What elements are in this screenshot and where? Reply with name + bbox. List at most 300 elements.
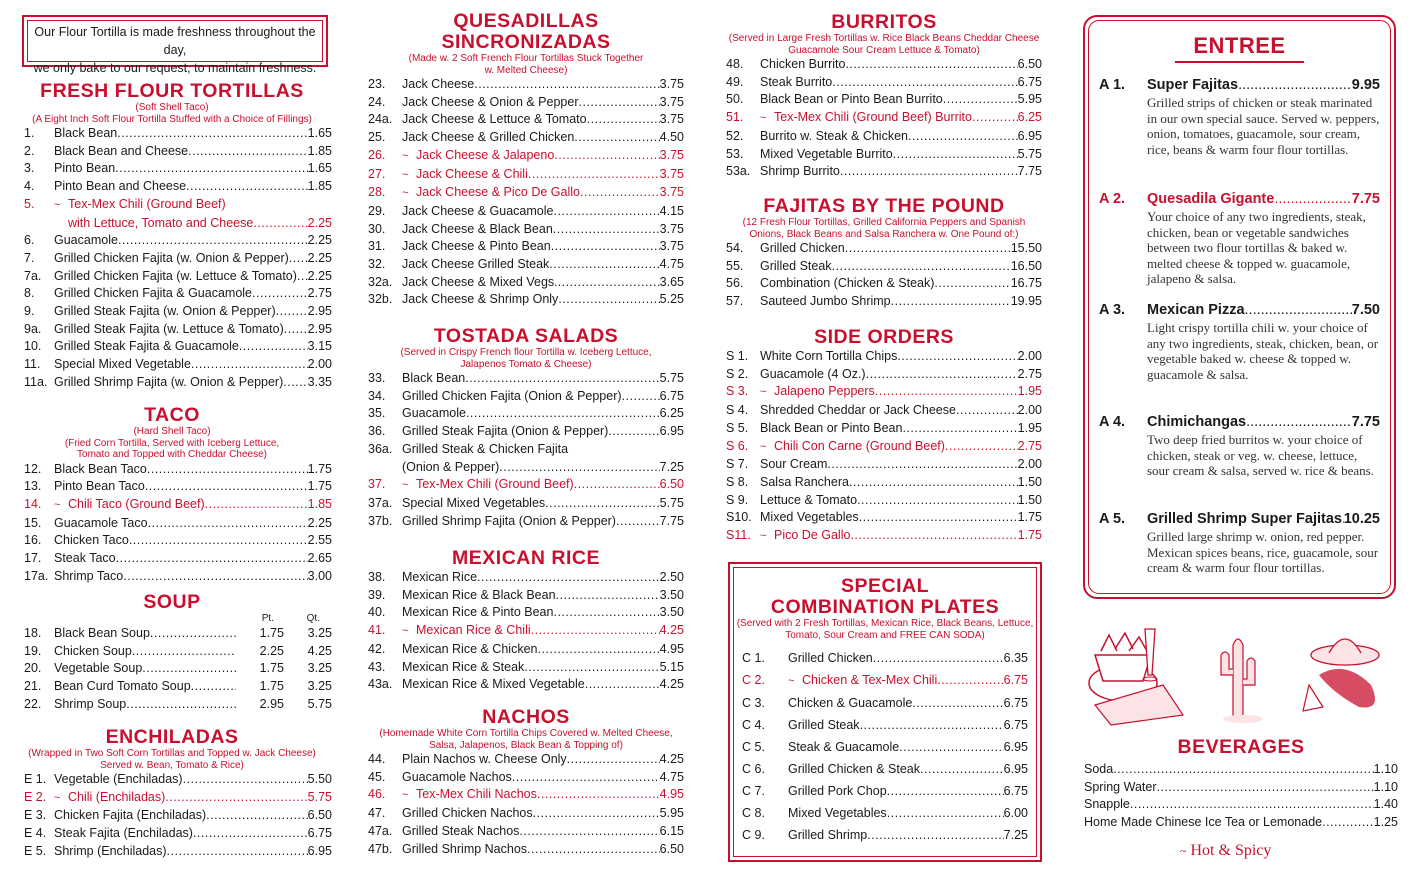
- section-title: FRESH FLOUR TORTILLAS: [40, 80, 304, 102]
- item-number: 39.: [368, 587, 386, 602]
- item-number: 7.: [24, 250, 35, 265]
- item-price-pint: 2.25: [259, 643, 284, 658]
- item-number: 47a.: [368, 823, 393, 838]
- section-subtitle: (Soft Shell Taco): [135, 102, 209, 113]
- item-name: Jack Cheese & Mixed Vegs.: [402, 274, 558, 289]
- section-nachos: [368, 707, 684, 858]
- entree-title-row: [1099, 412, 1380, 432]
- section-title: ENTREE: [1193, 33, 1286, 58]
- item-name: Plain Nachos w. Cheese Only: [402, 752, 567, 766]
- item-number: 53.: [726, 146, 744, 161]
- leader-dots: [956, 402, 1018, 420]
- leader-dots: [608, 423, 659, 441]
- item-number: 13.: [24, 479, 42, 494]
- item-price: 1.50: [1017, 492, 1042, 507]
- section-title: BURRITOS: [831, 11, 937, 33]
- item-number: 8.: [24, 286, 35, 301]
- item-name: Grilled Steak Fajita & Guacamole: [54, 339, 239, 354]
- menu-item: [368, 841, 684, 859]
- item-description: Your choice of any two ingredients, steak, chicken, bean or vegetable sandwiches between two flour tortillas & baked w. melted cheese & topped w. guacamole, jalapeno & salsa.: [1147, 209, 1366, 286]
- section-subtitle: (Wrapped in Two Soft Corn Tortillas and Topped w. Jack Cheese): [28, 748, 316, 759]
- item-number: 22.: [24, 696, 42, 711]
- item-name: Mexican Pizza: [1147, 302, 1245, 318]
- leader-dots: [191, 678, 236, 696]
- menu-item: [726, 456, 1042, 474]
- leader-dots: [867, 824, 1003, 846]
- item-price: 5.15: [659, 659, 684, 674]
- item-price: 3.50: [659, 587, 684, 602]
- leader-dots: [116, 550, 308, 568]
- menu-item-continued: [12, 215, 332, 233]
- leader-dots: [165, 789, 307, 807]
- item-number: 38.: [368, 570, 386, 584]
- menu-item: [368, 676, 684, 694]
- item-name: Chili Con Carne (Ground Beef): [774, 438, 945, 453]
- item-price: 7.75: [1351, 414, 1380, 430]
- item-number: 21.: [24, 679, 42, 694]
- item-price: 16.75: [1010, 276, 1042, 291]
- item-price: 3.75: [659, 77, 684, 91]
- menu-item: [368, 423, 684, 441]
- leader-dots: [276, 303, 308, 321]
- section-beverages: [1084, 737, 1398, 831]
- item-price: 2.25: [307, 268, 332, 283]
- item-price: 7.75: [1017, 164, 1042, 179]
- item-number: 24.: [368, 94, 386, 109]
- menu-item: [368, 76, 684, 94]
- item-name: Grilled Shrimp Fajita (Onion & Pepper): [402, 513, 616, 528]
- item-number: 1.: [24, 126, 35, 140]
- leader-dots: [556, 587, 660, 605]
- menu-list: [726, 56, 1042, 181]
- menu-item: [12, 825, 332, 843]
- menu-item: [12, 478, 332, 496]
- item-price: 2.75: [1017, 438, 1042, 453]
- item-number: 25.: [368, 130, 386, 145]
- leader-dots: [126, 696, 236, 714]
- item-price: 2.00: [1017, 457, 1042, 472]
- item-price: 6.75: [659, 388, 684, 403]
- item-price: 6.50: [659, 477, 684, 492]
- leader-dots: [205, 496, 308, 514]
- leader-dots: [474, 76, 659, 94]
- item-name: Black Bean or Pinto Bean: [760, 420, 903, 435]
- item-number: 44.: [368, 752, 386, 766]
- item-number: 46.: [368, 787, 386, 802]
- item-price: 6.35: [1003, 651, 1028, 665]
- item-number: 9.: [24, 304, 35, 319]
- menu-item: [12, 232, 332, 250]
- item-name: Super Fajitas: [1147, 77, 1239, 93]
- section-subtitle: (Fried Corn Tortilla, Served with Iceberg Lettuce,: [64, 437, 280, 449]
- item-name: Chicken & Guacamole: [788, 696, 913, 710]
- item-price: 2.75: [307, 286, 332, 301]
- soup-size-header: [12, 613, 332, 625]
- item-name: Guacamole: [54, 233, 118, 248]
- item-number: A 5.: [1099, 511, 1126, 527]
- item-number: 57.: [726, 294, 744, 309]
- leader-dots: [553, 203, 659, 221]
- leader-dots: [148, 515, 308, 533]
- item-name: Vegetable (Enchiladas): [54, 772, 183, 786]
- item-name: Combination (Chicken & Steak): [760, 276, 935, 291]
- item-name: Spring Water: [1084, 779, 1157, 794]
- item-name: Tex-Mex Chili (Ground Beef) Burrito: [774, 110, 972, 125]
- item-name: Lettuce & Tomato: [760, 492, 858, 507]
- item-name: Grilled Shrimp Fajita (w. Onion & Pepper): [54, 374, 284, 389]
- item-number: 43.: [368, 659, 386, 674]
- entree-item: [1099, 75, 1380, 157]
- item-number: 37.: [368, 477, 386, 492]
- section-subtitle: (Hard Shell Taco): [133, 426, 211, 437]
- item-name: Shredded Cheddar or Jack Cheese: [760, 403, 956, 418]
- leader-dots: [183, 771, 308, 789]
- menu-item: [726, 258, 1042, 276]
- menu-item: [12, 268, 332, 286]
- item-price: 2.65: [307, 551, 332, 566]
- item-name: Shrimp Burrito: [760, 164, 840, 179]
- item-name: Jack Cheese Grilled Steak: [402, 257, 550, 272]
- menu-item: [12, 660, 332, 678]
- item-name: Jack Cheese & Shrimp Only: [402, 292, 559, 307]
- leader-dots: [527, 841, 660, 859]
- item-number: 9a.: [24, 321, 42, 336]
- item-name: White Corn Tortilla Chips: [760, 349, 898, 363]
- item-name: Mexican Rice & Black Bean: [402, 587, 556, 602]
- menu-item: [730, 669, 1040, 692]
- item-name: Chicken Soup: [54, 643, 132, 658]
- section-tostada-salads: [368, 326, 684, 530]
- leader-dots: [239, 338, 308, 356]
- pepper-icon: ~: [1180, 844, 1187, 858]
- item-price-quart: 4.25: [307, 643, 332, 658]
- item-price: 6.00: [1003, 806, 1028, 820]
- menu-item: [368, 823, 684, 841]
- item-price: 6.75: [1003, 784, 1028, 798]
- menu-item: [368, 256, 684, 274]
- leader-dots: [537, 786, 660, 804]
- menu-item: [12, 125, 332, 143]
- section-title: NACHOS: [482, 706, 570, 728]
- menu-item: [368, 184, 684, 203]
- item-number: C 5.: [742, 740, 765, 754]
- leader-dots: [553, 221, 660, 239]
- leader-dots: [587, 111, 660, 129]
- leader-dots: [887, 780, 1004, 802]
- leader-dots: [1238, 75, 1352, 95]
- item-price: 6.95: [659, 424, 684, 439]
- menu-item: [368, 641, 684, 659]
- menu-item: [368, 495, 684, 513]
- item-name: Steak & Guacamole: [788, 740, 900, 754]
- item-name: Grilled Chicken Fajita (w. Lettuce & Tomato): [54, 268, 297, 283]
- menu-list: [12, 771, 332, 861]
- menu-item: [368, 569, 684, 587]
- item-number: E 4.: [24, 826, 47, 841]
- item-price: 10.25: [1343, 511, 1380, 527]
- item-price: 6.95: [307, 843, 332, 858]
- item-price: 1.50: [1017, 474, 1042, 489]
- item-name: Grilled Chicken & Steak: [788, 762, 921, 776]
- menu-item: [12, 789, 332, 808]
- leader-dots: [579, 94, 660, 112]
- item-price: 2.75: [1017, 366, 1042, 381]
- item-name: Home Made Chinese Ice Tea or Lemonade: [1084, 814, 1323, 829]
- section-title: FAJITAS BY THE POUND: [763, 195, 1005, 217]
- entree-title-row: [1099, 300, 1380, 320]
- item-name: Shrimp (Enchiladas): [54, 843, 167, 858]
- item-name: Tex-Mex Chili (Ground Beef): [416, 477, 574, 492]
- item-price: 6.75: [307, 826, 332, 841]
- section-title: COMBINATION PLATES: [770, 596, 1000, 618]
- hot-pepper-icon: ~: [760, 530, 767, 543]
- leader-dots: [188, 143, 308, 161]
- hot-pepper-icon: ~: [402, 625, 409, 638]
- item-name: Black Bean or Pinto Bean Burrito: [760, 92, 943, 107]
- hot-pepper-icon: ~: [402, 149, 409, 162]
- leader-dots: [466, 405, 660, 423]
- item-price: 1.85: [307, 143, 332, 158]
- menu-item: [12, 496, 332, 515]
- leader-dots: [585, 676, 660, 694]
- item-name: Grilled Shrimp: [788, 828, 868, 842]
- section-subtitle: Tomato and Topped with Cheddar Cheese): [77, 449, 267, 460]
- item-number: 10.: [24, 339, 42, 354]
- item-name: Mexican Rice & Steak: [402, 659, 525, 674]
- item-price: 19.95: [1010, 294, 1042, 309]
- menu-list: [12, 461, 332, 586]
- item-number: 52.: [726, 128, 744, 143]
- item-number: S 9.: [726, 492, 749, 507]
- item-name: Mexican Rice & Chili: [416, 623, 531, 638]
- item-price: 3.75: [659, 185, 684, 200]
- leader-dots: [191, 356, 308, 374]
- item-price: 4.25: [659, 623, 684, 638]
- hot-spicy-legend: [1180, 842, 1271, 860]
- leader-dots: [1156, 779, 1373, 797]
- entree-item: [1099, 412, 1380, 479]
- leader-dots: [167, 843, 308, 861]
- item-name: Grilled Chicken Fajita & Guacamole: [54, 286, 252, 301]
- menu-item: [726, 420, 1042, 438]
- section-flour-tortillas: [12, 81, 332, 392]
- leader-dots: [537, 641, 659, 659]
- menu-list: [368, 370, 684, 530]
- item-number: S 8.: [726, 474, 749, 489]
- item-number: 50.: [726, 92, 744, 107]
- item-price: 1.10: [1373, 762, 1398, 776]
- item-number: 29.: [368, 203, 386, 218]
- item-name: Grilled Chicken Fajita (Onion & Pepper): [402, 388, 622, 403]
- menu-item: [726, 348, 1042, 366]
- item-price-quart: 3.25: [307, 661, 332, 676]
- item-number: 53a.: [726, 164, 751, 179]
- leader-dots: [1245, 300, 1352, 320]
- item-name: Chicken Taco: [54, 533, 129, 548]
- item-name: Quesadila Gigante: [1147, 191, 1275, 207]
- item-price: 6.75: [1003, 673, 1028, 687]
- leader-dots: [533, 805, 660, 823]
- leader-dots: [845, 56, 1017, 74]
- section-soup: [12, 592, 332, 714]
- hot-pepper-icon: ~: [760, 112, 767, 125]
- pint-label: Pt.: [261, 613, 274, 624]
- item-price: 4.95: [659, 641, 684, 656]
- item-price: 6.75: [1017, 74, 1042, 89]
- hot-pepper-icon: ~: [54, 498, 61, 511]
- item-name: Jack Cheese & Chili: [416, 166, 528, 181]
- item-name: Grilled Steak Fajita (w. Onion & Pepper): [54, 304, 276, 319]
- item-name: Snapple: [1084, 797, 1130, 811]
- section-subtitle: (A Eight Inch Soft Flour Tortilla Stuffed with a Choice of Fillings): [32, 113, 312, 125]
- leader-dots: [912, 692, 1003, 714]
- menu-list: [12, 125, 332, 392]
- menu-item: [368, 405, 684, 423]
- section-fajitas-by-the-pound: [726, 196, 1042, 311]
- section-title: SPECIAL: [840, 575, 929, 597]
- menu-item: [368, 476, 684, 495]
- leader-dots: [972, 109, 1018, 127]
- item-price: 2.00: [307, 357, 332, 372]
- leader-dots: [832, 74, 1017, 92]
- item-price: 3.75: [659, 221, 684, 236]
- item-number: 28.: [368, 185, 386, 200]
- menu-list: [1084, 761, 1398, 831]
- leader-dots: [943, 91, 1018, 109]
- item-name: Grilled Steak & Chicken Fajita: [402, 441, 569, 456]
- legend-label: Hot & Spicy: [1190, 842, 1272, 859]
- item-number: 37a.: [368, 495, 393, 510]
- item-name: Guacamole (4 Oz.): [760, 366, 866, 381]
- leader-dots: [857, 492, 1018, 510]
- item-number: 47b.: [368, 841, 393, 856]
- item-name: Jalapeno Peppers: [774, 384, 875, 399]
- section-subtitle: (Served in Crispy French flour Tortilla w. Iceberg Lettuce,: [400, 347, 652, 358]
- leader-dots: [289, 250, 308, 268]
- section-enchiladas: [12, 727, 332, 861]
- item-number: 12.: [24, 461, 42, 476]
- section-title: QUESADILLAS: [453, 10, 599, 32]
- leader-dots: [893, 146, 1018, 164]
- leader-dots: [512, 769, 660, 787]
- item-price: 1.25: [1373, 814, 1398, 829]
- menu-item: [726, 527, 1042, 546]
- item-number: 33.: [368, 371, 386, 385]
- item-price: 3.75: [659, 94, 684, 109]
- item-name: Tex-Mex Chili Nachos: [416, 787, 537, 802]
- item-name: Pico De Gallo: [774, 528, 851, 543]
- leader-dots: [283, 374, 307, 392]
- menu-item-continued: [368, 459, 684, 477]
- item-number: 34.: [368, 388, 386, 403]
- menu-list: [12, 625, 332, 714]
- item-number: A 2.: [1099, 191, 1126, 207]
- item-number: S 4.: [726, 403, 749, 418]
- menu-item: [726, 109, 1042, 128]
- item-price: 2.00: [1017, 349, 1042, 363]
- menu-item: [726, 474, 1042, 492]
- quart-label: Qt.: [306, 613, 320, 624]
- item-name: Special Mixed Vegetables: [402, 495, 546, 510]
- menu-item: [368, 94, 684, 112]
- item-description: Light crispy tortilla chili w. your choice of any two ingredients, steak, chicken, bean, or vegetable baked w. cheese & topped w. guacamole & salsa.: [1147, 320, 1379, 382]
- item-price: 7.50: [1351, 302, 1380, 318]
- entree-item: [1099, 189, 1380, 287]
- leader-dots: [193, 825, 308, 843]
- item-price-quart: 3.25: [307, 626, 332, 640]
- item-name: Chicken Fajita (Enchiladas): [54, 808, 207, 823]
- menu-item: [368, 622, 684, 641]
- menu-item: [12, 285, 332, 303]
- item-price: 3.75: [659, 239, 684, 254]
- leader-dots: [827, 456, 1017, 474]
- menu-item: [12, 178, 332, 196]
- item-price: 1.40: [1373, 797, 1398, 811]
- item-number: S 6.: [726, 438, 749, 453]
- menu-item: [726, 293, 1042, 311]
- item-name: Chili Taco (Ground Beef): [68, 496, 205, 511]
- item-price: 4.15: [659, 203, 684, 218]
- menu-item: [12, 807, 332, 825]
- leader-dots: [206, 807, 308, 825]
- item-price: 1.75: [307, 461, 332, 476]
- item-name: Grilled Steak Fajita (w. Lettuce & Tomato): [54, 321, 284, 336]
- item-price-quart: 3.25: [307, 679, 332, 694]
- menu-list: [368, 76, 684, 309]
- item-number: E 3.: [24, 808, 47, 823]
- leader-dots: [875, 383, 1018, 401]
- item-name: Chicken Burrito: [760, 57, 846, 71]
- menu-item: [368, 604, 684, 622]
- item-number: 6.: [24, 233, 35, 248]
- menu-item: [12, 643, 332, 661]
- item-price: 5.95: [659, 806, 684, 821]
- section-subtitle: w. Melted Cheese): [484, 64, 568, 76]
- item-name: Soda: [1084, 762, 1114, 776]
- leader-dots: [558, 291, 659, 309]
- item-name: Guacamole: [402, 406, 466, 421]
- item-number: 26.: [368, 147, 386, 162]
- menu-item: [368, 291, 684, 309]
- item-price: 1.75: [1017, 510, 1042, 525]
- leader-dots: [887, 802, 1004, 824]
- leader-dots: [850, 527, 1017, 545]
- item-description: Grilled large shrimp w. onion, red pepper. Mexican spices beans, rice, guacamole, sour cream & warm four flour tortillas.: [1147, 529, 1379, 575]
- menu-item: [368, 751, 684, 769]
- leader-dots: [118, 232, 308, 250]
- item-number: C 7.: [742, 784, 765, 798]
- section-subtitle: (Served in Large Fresh Tortillas w. Rice Black Beans Cheddar Cheese: [728, 33, 1040, 44]
- item-name: Mixed Vegetables: [788, 806, 887, 820]
- leader-dots: [1113, 761, 1373, 779]
- item-name: Pinto Bean Taco: [54, 479, 145, 494]
- section-subtitle: Served w. Bean, Tomato & Rice): [100, 759, 244, 771]
- item-price: 1.10: [1373, 779, 1398, 794]
- menu-item: [730, 714, 1040, 736]
- leader-dots: [524, 659, 659, 677]
- menu-item: [726, 128, 1042, 146]
- leader-dots: [866, 366, 1018, 384]
- menu-item: [726, 240, 1042, 258]
- menu-item: [12, 771, 332, 789]
- section-subtitle: Onions, Black Beans and Salsa Ranchera w. One Pound of:): [749, 228, 1019, 240]
- item-name: Salsa Ranchera: [760, 474, 849, 489]
- leader-dots: [499, 459, 659, 477]
- leader-dots: [1246, 412, 1352, 432]
- item-price: 15.50: [1010, 241, 1042, 255]
- item-price: 3.75: [659, 166, 684, 181]
- item-price: 5.25: [659, 292, 684, 307]
